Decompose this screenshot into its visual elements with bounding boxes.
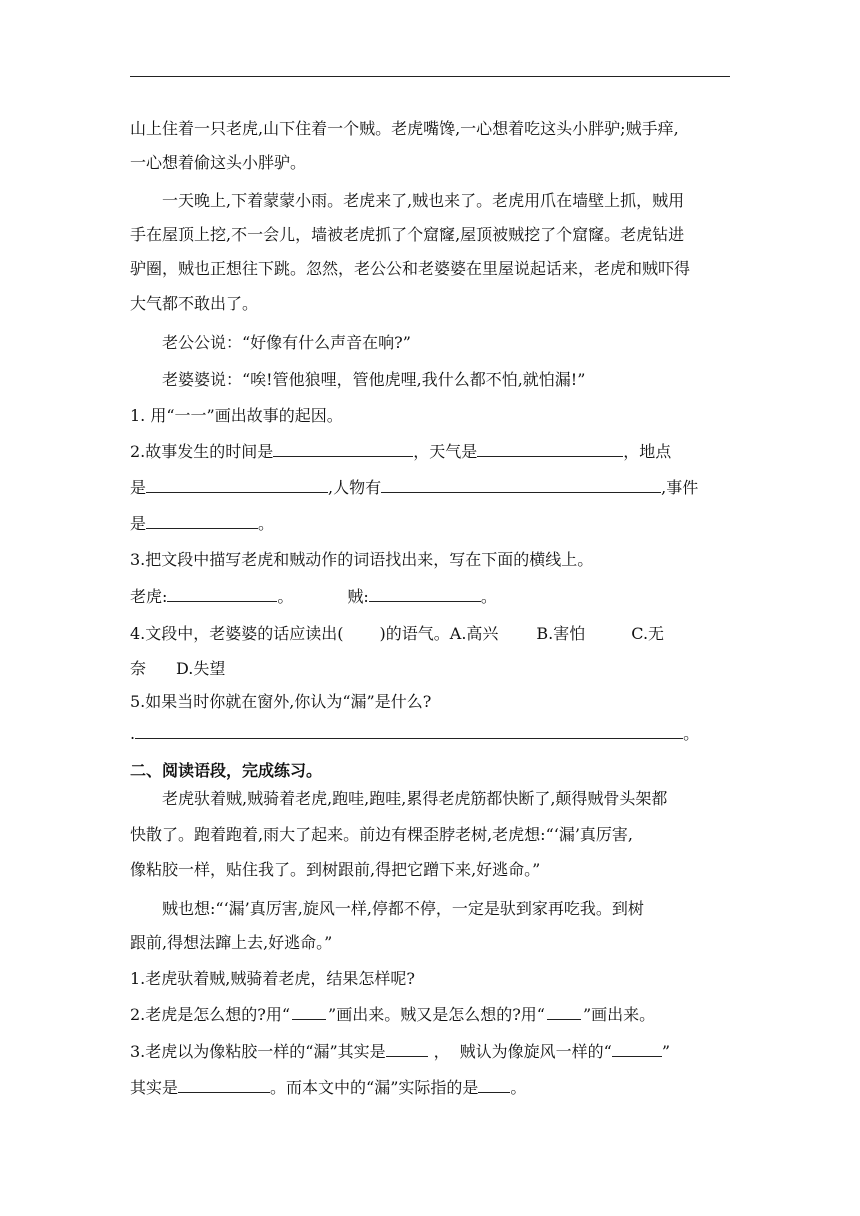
section-heading: 二、阅读语段，完成练习。 — [130, 761, 323, 780]
question-2-line3 — [130, 513, 274, 535]
question-text: ”画出来。贼又是怎么想的?用“ — [328, 1005, 545, 1024]
question-3-answers — [130, 586, 497, 608]
passage1-line: 山上住着一只老虎,山下住着一个贼。老虎嘴馋,一心想着吃这头小胖驴;贼手痒, — [130, 119, 679, 138]
passage2-line: 快散了。跑着跑着,雨大了起来。前边有棵歪脖老树,老虎想:“‘漏’真厉害, — [130, 825, 634, 844]
passage1-line: 驴圈，贼也正想往下跳。忽然，老公公和老婆婆在里屋说起话来，老虎和贼吓得 — [130, 259, 691, 278]
question-2-line2 — [130, 477, 698, 499]
question-2-line1 — [130, 441, 671, 463]
question-5: 5.如果当时你就在窗外,你认为“漏”是什么? — [130, 692, 432, 711]
question-text: ，地点 — [623, 442, 672, 461]
option-d: D.失望 — [176, 659, 226, 678]
question-4-line2 — [130, 658, 225, 680]
section2-question-1: 1.老虎驮着贼,贼骑着老虎，结果怎样呢? — [130, 969, 415, 988]
question-text: 其实是 — [130, 1078, 179, 1097]
question-text: 。而本文中的“漏”实际指的是 — [270, 1078, 479, 1097]
question-text: 是 — [130, 514, 147, 533]
answer-blank-glue[interactable] — [386, 1041, 428, 1057]
answer-blank-thief[interactable] — [369, 586, 481, 602]
question-text: ， — [433, 1042, 450, 1061]
question-text: 。 — [510, 1078, 527, 1097]
option-c: C.无 — [631, 624, 665, 643]
answer-blank-tiger[interactable] — [167, 586, 277, 602]
passage2-line: 老虎驮着贼,贼骑着老虎,跑哇,跑哇,累得老虎筋都快断了,颠得贼骨头架都 — [162, 789, 668, 808]
question-text: 2.故事发生的时间是 — [130, 442, 274, 461]
option-b: B.害怕 — [536, 624, 586, 643]
passage1-line: 大气都不敢出了。 — [130, 294, 259, 313]
dialogue-line: 老公公说：“好像有什么声音在响?” — [162, 333, 411, 352]
answer-label: 贼: — [347, 587, 369, 606]
question-text: 4.文段中，老婆婆的话应读出( — [130, 624, 344, 643]
passage2-line: 贼也想:“‘漏’真厉害,旋风一样,停都不停，一定是驮到家再吃我。到树 — [162, 899, 644, 918]
answer-blank-leak-meaning[interactable] — [478, 1077, 510, 1093]
passage2-line: 跟前,得想法蹿上去,好逃命。” — [130, 933, 333, 952]
question-text: ” — [661, 1042, 671, 1061]
question-1: 1. 用“一一”画出故事的起因。 — [130, 406, 343, 425]
answer-blank-characters[interactable] — [381, 477, 661, 493]
question-text: ,人物有 — [328, 478, 382, 497]
answer-blank-place[interactable] — [146, 477, 328, 493]
answer-blank-time[interactable] — [273, 441, 413, 457]
question-text: 。 — [683, 724, 700, 743]
question-text: 是 — [130, 478, 147, 497]
passage1-line: 一心想着偷这头小胖驴。 — [130, 153, 307, 172]
answer-blank-leak[interactable] — [135, 723, 683, 739]
dialogue-line: 老婆婆说：“唉!管他狼哩，管他虎哩,我什么都不怕,就怕漏!” — [162, 370, 586, 389]
question-5-answer — [130, 723, 699, 745]
question-text: 奈 — [130, 659, 147, 678]
passage1-line: 一天晚上,下着蒙蒙小雨。老虎来了,贼也来了。老虎用爪在墙壁上抓，贼用 — [162, 191, 685, 210]
question-text: 贼认为像旋风一样的“ — [459, 1042, 612, 1061]
question-text: ,事件 — [661, 478, 699, 497]
section2-question-2 — [130, 1004, 655, 1026]
header-rule — [130, 76, 730, 77]
question-text: ”画出来。 — [582, 1005, 656, 1024]
question-text: 2.老虎是怎么想的?用“ — [130, 1005, 291, 1024]
underline-mark — [292, 1010, 326, 1020]
passage2-line: 像粘胶一样，贴住我了。到树跟前,得把它蹭下来,好逃命。” — [130, 860, 541, 879]
answer-blank-whirlwind[interactable] — [178, 1077, 270, 1093]
question-text: ，天气是 — [413, 442, 478, 461]
passage1-line: 手在屋顶上挖,不一会儿，墙被老虎抓了个窟窿,屋顶被贼挖了个窟窿。老虎钻进 — [130, 225, 685, 244]
section2-question-3-line2 — [130, 1077, 526, 1099]
question-text: 。 — [480, 587, 497, 606]
question-text: 。 — [277, 587, 294, 606]
question-text: 。 — [258, 514, 275, 533]
answer-blank-whirlwind-label[interactable] — [612, 1041, 662, 1057]
question-text: )的语气。A.高兴 — [379, 624, 499, 643]
question-4-line1 — [130, 623, 664, 645]
answer-blank-event[interactable] — [146, 513, 258, 529]
section2-question-3-line1 — [130, 1041, 670, 1063]
question-text: . — [130, 724, 136, 743]
answer-blank-weather[interactable] — [477, 441, 623, 457]
answer-label: 老虎: — [130, 587, 168, 606]
wavy-mark — [547, 1010, 581, 1020]
question-3: 3.把文段中描写老虎和贼动作的词语找出来，写在下面的横线上。 — [130, 550, 594, 569]
question-text: 3.老虎以为像粘胶一样的“漏”其实是 — [130, 1042, 386, 1061]
